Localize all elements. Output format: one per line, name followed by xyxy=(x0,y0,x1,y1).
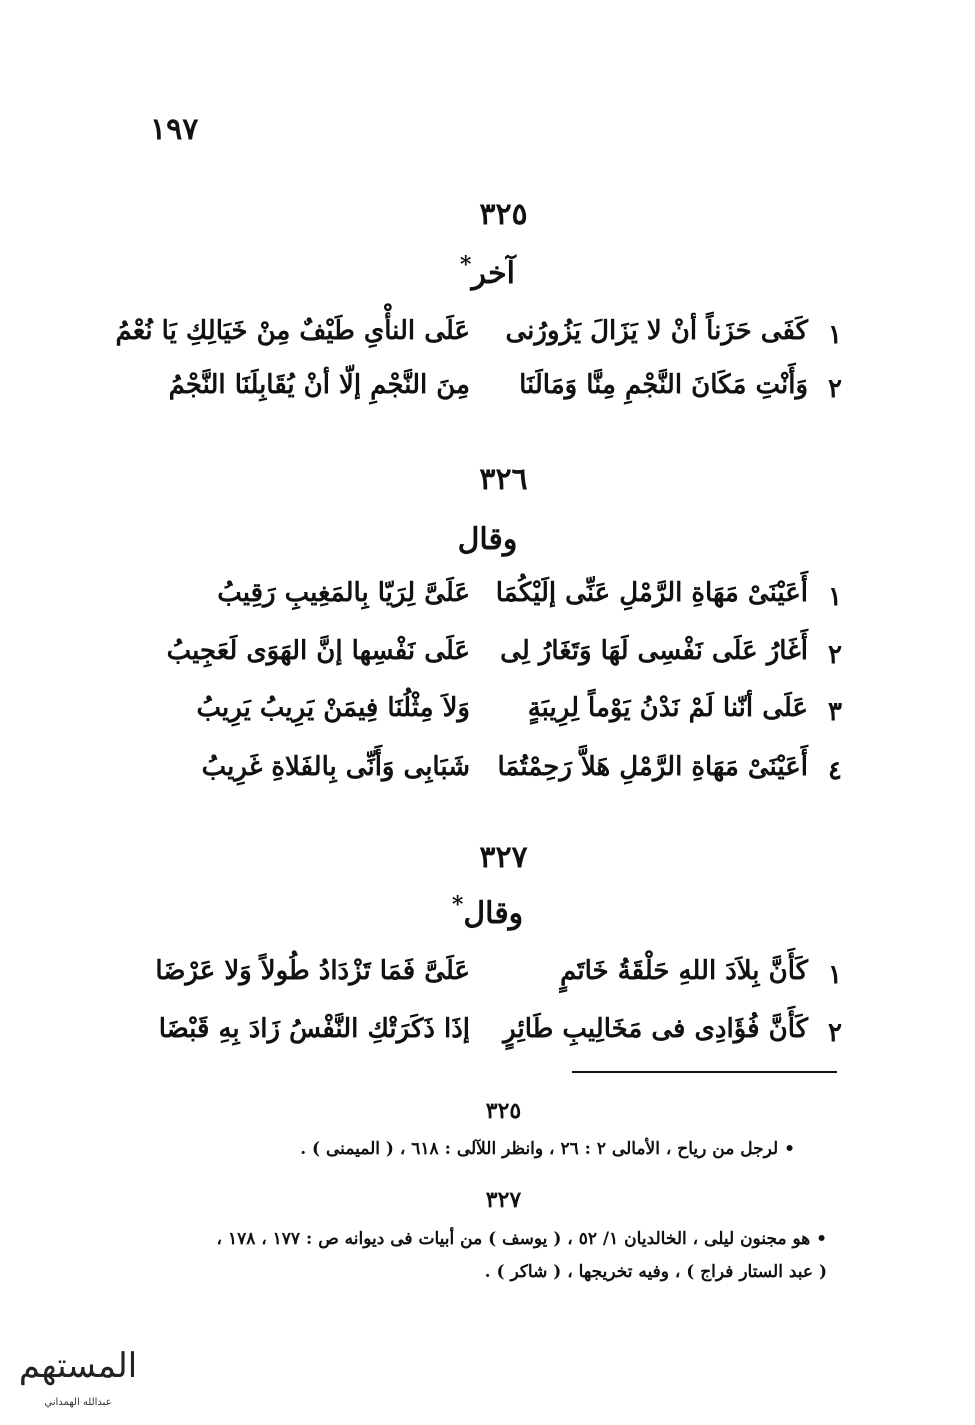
verse-326-3 xyxy=(140,693,850,743)
heading-text: آخر xyxy=(471,256,515,291)
section-heading-327 xyxy=(0,892,975,931)
footnote-327-line-2: ( عبد الستار فراج ) ، وفيه تخريجها ، ( شاكر ) . xyxy=(484,1262,827,1282)
verse-second-hemistich: عَلَى النأْىِ طَيْفٌ مِنْ خَيَالِكِ يَا نُعْمُ xyxy=(115,316,470,346)
section-number-327: ٣٢٧ xyxy=(479,840,528,875)
section-number-325: ٣٢٥ xyxy=(479,197,528,232)
verse-number: ٢ xyxy=(828,374,842,404)
verse-number: ١ xyxy=(828,320,842,350)
verse-first-hemistich: أَعَيْنَىْ مَهَاةِ الرَّمْلِ هَلاَّ رَحِمْتُمَا xyxy=(497,752,808,782)
footnote-number-327: ٣٢٧ xyxy=(485,1187,522,1213)
watermark-main-text: المستهم xyxy=(18,1346,138,1386)
verse-second-hemistich: عَلَىَّ فَمَا تَزْدَادُ طُولاً وَلا عَرْضَا xyxy=(155,956,470,986)
verse-325-2 xyxy=(140,370,850,420)
verse-number: ٣ xyxy=(828,697,842,727)
section-heading-325 xyxy=(0,252,975,291)
verse-327-2 xyxy=(140,1014,850,1064)
verse-number: ٢ xyxy=(828,640,842,670)
footnote-325-line-1: • لرجل من رياح ، الأمالى ٢ : ٢٦ ، وانظر اللآلى : ٦١٨ ، ( الميمنى ) . xyxy=(300,1139,795,1159)
verse-number: ١ xyxy=(828,960,842,990)
verse-second-hemistich: مِنَ النَّجْمِ إلّا أنْ يُقَابِلَنَا النَّجْمُ xyxy=(168,370,470,400)
heading-text: وقال xyxy=(457,522,518,557)
footnote-star: * xyxy=(460,252,472,278)
verse-second-hemistich: وَلاَ مِثْلُنَا فِيمَنْ يَرِيبُ يَرِيبُ xyxy=(196,693,470,723)
footnote-divider xyxy=(572,1071,837,1073)
footnote-327-line-1: • هو مجنون ليلى ، الخالديان ١/ ٥٢ ، ( يوسف ) من أبيات فى ديوانه ص : ١٧٧ ، ١٧٨ ، xyxy=(216,1229,827,1249)
footnote-number-325: ٣٢٥ xyxy=(485,1098,522,1124)
verse-second-hemistich: شَبَابِى وَأَنِّى بِالفَلاةِ غَرِيبُ xyxy=(201,752,470,782)
verse-326-4 xyxy=(140,752,850,802)
verse-325-1 xyxy=(115,316,850,366)
section-heading-326 xyxy=(0,518,975,557)
section-number-326: ٣٢٦ xyxy=(479,462,528,497)
verse-number: ٤ xyxy=(828,756,842,786)
verse-second-hemistich: إذَا ذَكَرَتْكِ النَّفْسُ زَادَ بِهِ قَبْضَا xyxy=(158,1014,470,1044)
verse-first-hemistich: عَلَى أنّنا لَمْ نَدْنُ يَوْماً لِرِيبَةٍ xyxy=(527,693,808,723)
verse-number: ٢ xyxy=(828,1018,842,1048)
verse-326-1 xyxy=(140,578,850,628)
page-number: ١٩٧ xyxy=(150,112,199,147)
footnote-star: * xyxy=(451,892,464,918)
verse-second-hemistich: عَلَى نَفْسِها إنَّ الهَوَى لَعَجِيبُ xyxy=(166,636,470,666)
watermark-sub-text: عبدالله الهمداني xyxy=(44,1397,112,1408)
verse-first-hemistich: وَأَنْتِ مَكَانَ النَّجْمِ مِنَّا وَمَالَنَا xyxy=(519,370,808,400)
verse-first-hemistich: كَأَنَّ بِلاَدَ اللهِ حَلْقَةُ خَاتَمٍ xyxy=(560,956,808,986)
verse-327-1 xyxy=(140,956,850,1006)
verse-first-hemistich: كَأَنَّ فُؤَادِى فى مَخَالِيبِ طَائِرٍ xyxy=(503,1014,808,1044)
verse-first-hemistich: أَغَارُ عَلَى نَفْسِى لَهَا وَتَغَارُ لِى xyxy=(500,636,808,666)
verse-second-hemistich: عَلَىَّ لِرَيّا بِالمَغِيبِ رَقِيبُ xyxy=(217,578,470,608)
heading-text: وقال xyxy=(463,896,524,931)
verse-number: ١ xyxy=(828,582,842,612)
verse-first-hemistich: كَفَى حَزَناً أنْ لا يَزَالَ يَزُورُنى xyxy=(505,316,808,346)
library-watermark-logo xyxy=(8,1325,148,1415)
verse-first-hemistich: أَعَيْنَىْ مَهَاةِ الرَّمْلِ عَنِّى إلَيْكُمَا xyxy=(495,578,808,608)
verse-326-2 xyxy=(140,636,850,686)
